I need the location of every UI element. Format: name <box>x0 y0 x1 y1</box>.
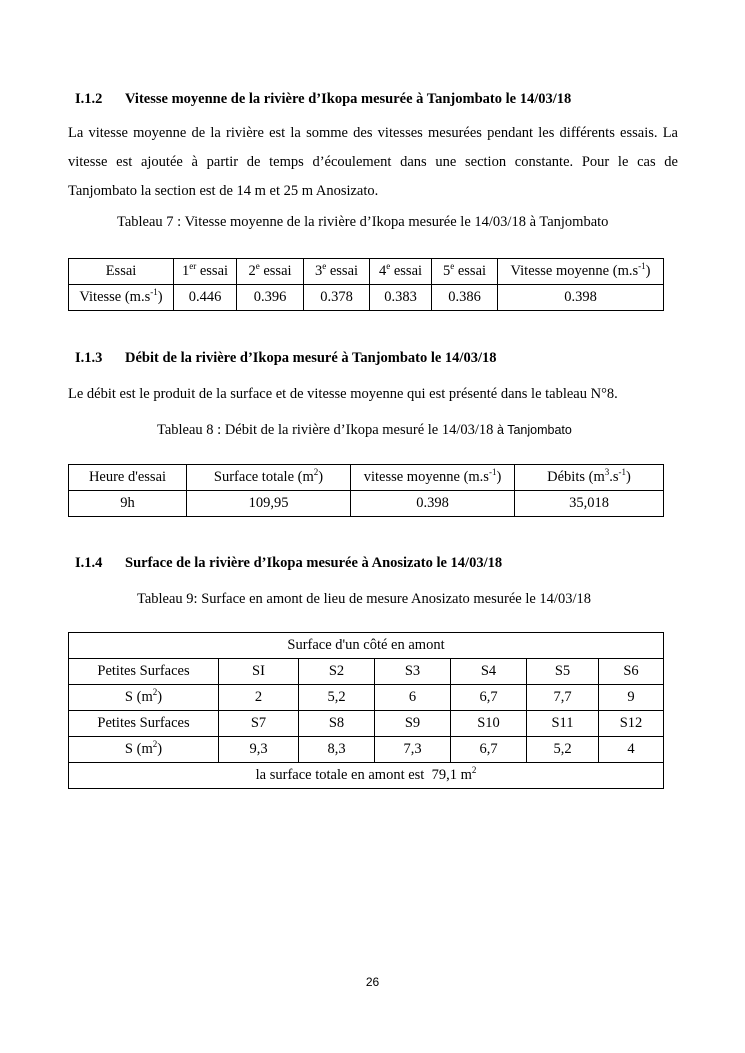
table-header-cell: 3e essai <box>304 259 370 285</box>
table-cell: 0.386 <box>432 285 498 311</box>
table-cell: S8 <box>299 711 375 737</box>
table-header-cell: Débits $(m^3.s^{-1})$ <box>515 465 664 491</box>
table-8 <box>68 464 664 517</box>
table-cell: 7,3 <box>375 737 451 763</box>
table-row <box>69 491 664 517</box>
table-cell: SI <box>219 659 299 685</box>
table-cell: 4 <box>599 737 664 763</box>
table-cell: S6 <box>599 659 664 685</box>
paragraph-debit: Le débit est le produit de la surface et de vitesse moyenne qui est présenté dans le tableau N°8. <box>68 386 618 402</box>
paragraph-vitesse <box>68 119 678 206</box>
section-title: Vitesse moyenne de la rivière d’Ikopa mesurée à Tanjombato le 14/03/18 <box>125 91 572 107</box>
table-header-cell: 2e essai <box>237 259 304 285</box>
table-row-label: Vitesse $(m.s^{-1})$ <box>69 285 174 311</box>
table-row-label: Petites Surfaces <box>69 659 219 685</box>
table-cell: S12 <box>599 711 664 737</box>
table-cell: 5,2 <box>299 685 375 711</box>
table-cell: S5 <box>527 659 599 685</box>
table-header-cell: Vitesse moyenne $(m.s^{-1})$ <box>498 259 664 285</box>
section-number: I.1.3 <box>75 350 103 366</box>
table-cell: 9,3 <box>219 737 299 763</box>
table-row <box>69 633 664 659</box>
section-number: I.1.2 <box>75 91 103 107</box>
table-title-cell: Surface d'un côté en amont <box>69 633 664 659</box>
table-cell: 8,3 <box>299 737 375 763</box>
table-7 <box>68 258 664 311</box>
table-cell: 2 <box>219 685 299 711</box>
table-cell: 0.398 <box>351 491 515 517</box>
table-7-caption: Tableau 7 : Vitesse moyenne de la rivière d’Ikopa mesurée le 14/03/18 à Tanjombato <box>117 214 609 230</box>
table-cell: S7 <box>219 711 299 737</box>
table-header-cell: Surface totale $(m^2)$ <box>187 465 351 491</box>
table-header-cell: 5e essai <box>432 259 498 285</box>
table-cell: 6,7 <box>451 737 527 763</box>
table-cell: 35,018 <box>515 491 664 517</box>
table-row-label: S $(m^2)$ <box>69 685 219 711</box>
table-cell: S3 <box>375 659 451 685</box>
table-header-cell: vitesse moyenne $(m.s^{-1})$ <box>351 465 515 491</box>
table-header-cell: 1er essai <box>174 259 237 285</box>
section-heading-1-1-2 <box>75 91 571 108</box>
paragraph-line: La vitesse moyenne de la rivière est la somme des vitesses mesurées pendant les différents essais. La <box>68 125 678 141</box>
table-cell: 0.398 <box>498 285 664 311</box>
table-row-label: S $(m^2)$ <box>69 737 219 763</box>
table-row <box>69 685 664 711</box>
table-cell: S10 <box>451 711 527 737</box>
table-cell: 6,7 <box>451 685 527 711</box>
table-header-cell: Heure d'essai <box>69 465 187 491</box>
section-title: Surface de la rivière d’Ikopa mesurée à Anosizato le 14/03/18 <box>125 555 503 571</box>
table-header-cell: Essai <box>69 259 174 285</box>
table-row <box>69 285 664 311</box>
table-cell: S2 <box>299 659 375 685</box>
table-row <box>69 259 664 285</box>
table-cell: S9 <box>375 711 451 737</box>
table-cell: 0.378 <box>304 285 370 311</box>
table-row <box>69 737 664 763</box>
section-number: I.1.4 <box>75 555 103 571</box>
table-row <box>69 711 664 737</box>
table-cell: S11 <box>527 711 599 737</box>
table-row <box>69 659 664 685</box>
table-row <box>69 465 664 491</box>
table-cell: 0.396 <box>237 285 304 311</box>
table-8-caption: Tableau 8 : Débit de la rivière d’Ikopa mesuré le 14/03/18 à Tanjombato <box>157 422 572 438</box>
table-cell: 5,2 <box>527 737 599 763</box>
table-9 <box>68 632 664 789</box>
section-heading-1-1-4 <box>75 555 502 572</box>
table-cell: 9h <box>69 491 187 517</box>
table-header-cell: 4e essai <box>370 259 432 285</box>
paragraph-line: Tanjombato la section est de 14 m et 25 m Anosizato. <box>68 183 379 199</box>
section-heading-1-1-3 <box>75 350 497 367</box>
table-cell: 6 <box>375 685 451 711</box>
paragraph-line: vitesse est ajoutée à partir de temps d’écoulement dans une section constante. Pour le cas de <box>68 154 678 170</box>
table-cell: 7,7 <box>527 685 599 711</box>
table-cell: 109,95 <box>187 491 351 517</box>
table-total-cell: la surface totale en amont est 79,1 $m^2$ <box>69 763 664 789</box>
table-cell: 9 <box>599 685 664 711</box>
table-cell: S4 <box>451 659 527 685</box>
table-9-caption: Tableau 9: Surface en amont de lieu de mesure Anosizato mesurée le 14/03/18 <box>137 591 591 607</box>
table-cell: 0.383 <box>370 285 432 311</box>
section-title: Débit de la rivière d’Ikopa mesuré à Tanjombato le 14/03/18 <box>125 350 497 366</box>
table-row <box>69 763 664 789</box>
table-row-label: Petites Surfaces <box>69 711 219 737</box>
page-number: 26 <box>365 975 380 989</box>
table-cell: 0.446 <box>174 285 237 311</box>
